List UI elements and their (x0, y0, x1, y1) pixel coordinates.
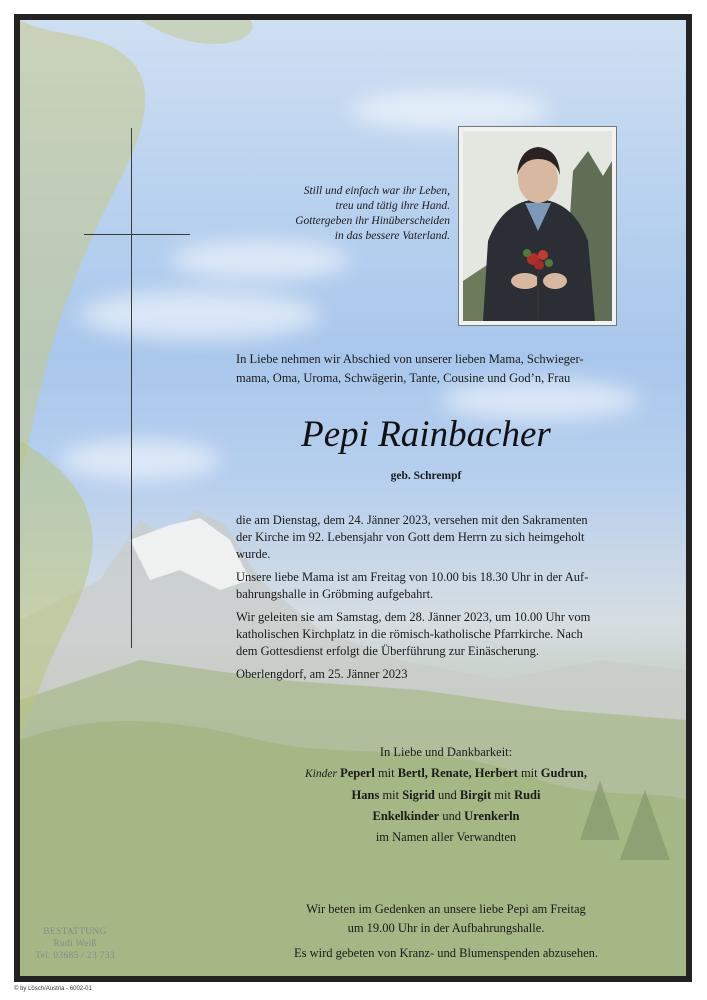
maiden-name: geb. Schrempf (390, 470, 462, 482)
deceased-name: Pepi Rainbacher (301, 414, 551, 455)
kinder-label: Kinder (305, 768, 337, 780)
text-line: die am Dienstag, dem 24. Jänner 2023, versehen mit den Sakramenten (236, 513, 588, 527)
text-line: Wir geleiten sie am Samstag, dem 28. Jänner 2023, um 10.00 Uhr vom (236, 610, 591, 624)
poem-line: Gottergeben ihr Hinüberscheiden (295, 215, 450, 227)
poem (230, 184, 450, 244)
intro-line: mama, Oma, Uroma, Schwägerin, Tante, Cousine und God’n, Frau (236, 371, 571, 385)
undertaker-line: BESTATTUNG (43, 927, 107, 937)
thanks-footer: im Namen aller Verwandten (375, 830, 517, 844)
undertaker-line: Tel. 03685 / 23 733 (35, 951, 115, 961)
connector-word: mit (491, 788, 515, 802)
funeral-paragraph (236, 609, 656, 660)
connector-word: und (434, 788, 460, 802)
closing-line: Es wird gebeten von Kranz- und Blumenspenden abzusehen. (293, 946, 599, 960)
mourner-name: Gudrun, (540, 766, 587, 780)
mourner-name: Enkelkinder (372, 809, 440, 823)
mourner-name: Birgit (459, 788, 492, 802)
mourner-name: Bertl, Renate, Herbert (397, 766, 518, 780)
mourner-name: Sigrid (402, 788, 435, 802)
portrait-frame (458, 126, 617, 326)
copyright-note: © by Lösch/Austria - 6002-01 (14, 986, 92, 992)
undertaker-line: Rudi Weiß (53, 939, 97, 949)
text-line: der Kirche im 92. Lebensjahr von Gott dem Herrn zu sich heimgeholt (236, 530, 585, 544)
text-line: dem Gottesdienst erfolgt die Überführung zur Einäscherung. (236, 644, 540, 658)
mourner-name: Peperl (340, 766, 375, 780)
cross-horizontal-bar (84, 234, 190, 235)
undertaker-info (30, 926, 120, 962)
text-line: wurde. (236, 547, 271, 561)
place-date: Oberlengdorf, am 25. Jänner 2023 (236, 667, 408, 681)
mourners-line-3 (236, 806, 656, 827)
intro-text (236, 350, 656, 388)
mourner-name: Rudi (514, 788, 541, 802)
thanks-heading: In Liebe und Dankbarkeit: (379, 745, 513, 759)
mourner-name: Hans (351, 788, 380, 802)
closing-notes (236, 900, 656, 963)
connector-word: und (439, 809, 465, 823)
text-line: bahrungshalle in Gröbming aufgebahrt. (236, 587, 434, 601)
poem-line: treu und tätig ihre Hand. (335, 200, 450, 212)
intro-line: In Liebe nehmen wir Abschied von unserer lieben Mama, Schwieger- (236, 352, 584, 366)
cross-vertical-bar (131, 128, 132, 648)
connector-word: mit (374, 766, 398, 780)
mourners-section (236, 742, 656, 848)
connector-word: mit (517, 766, 541, 780)
closing-line: Wir beten im Gedenken an unsere liebe Pepi am Freitag (306, 902, 586, 916)
death-paragraph (236, 512, 656, 563)
mourners-line-2 (236, 785, 656, 806)
closing-line: um 19.00 Uhr in der Aufbahrungshalle. (347, 921, 545, 935)
mourner-name: Urenkerln (464, 809, 520, 823)
text-line: katholischen Kirchplatz in die römisch-katholische Pfarrkirche. Nach (236, 627, 583, 641)
portrait-photo (463, 131, 612, 321)
announcement-body (236, 512, 656, 689)
text-line: Unsere liebe Mama ist am Freitag von 10.00 bis 18.30 Uhr in der Auf- (236, 570, 589, 584)
poem-line: Still und einfach war ihr Leben, (303, 185, 450, 197)
portrait-image (463, 131, 612, 321)
connector-word: mit (379, 788, 403, 802)
mourners-line-1 (236, 763, 656, 785)
viewing-paragraph (236, 569, 656, 603)
poem-line: in das bessere Vaterland. (334, 230, 450, 242)
mourners-names (340, 766, 587, 780)
